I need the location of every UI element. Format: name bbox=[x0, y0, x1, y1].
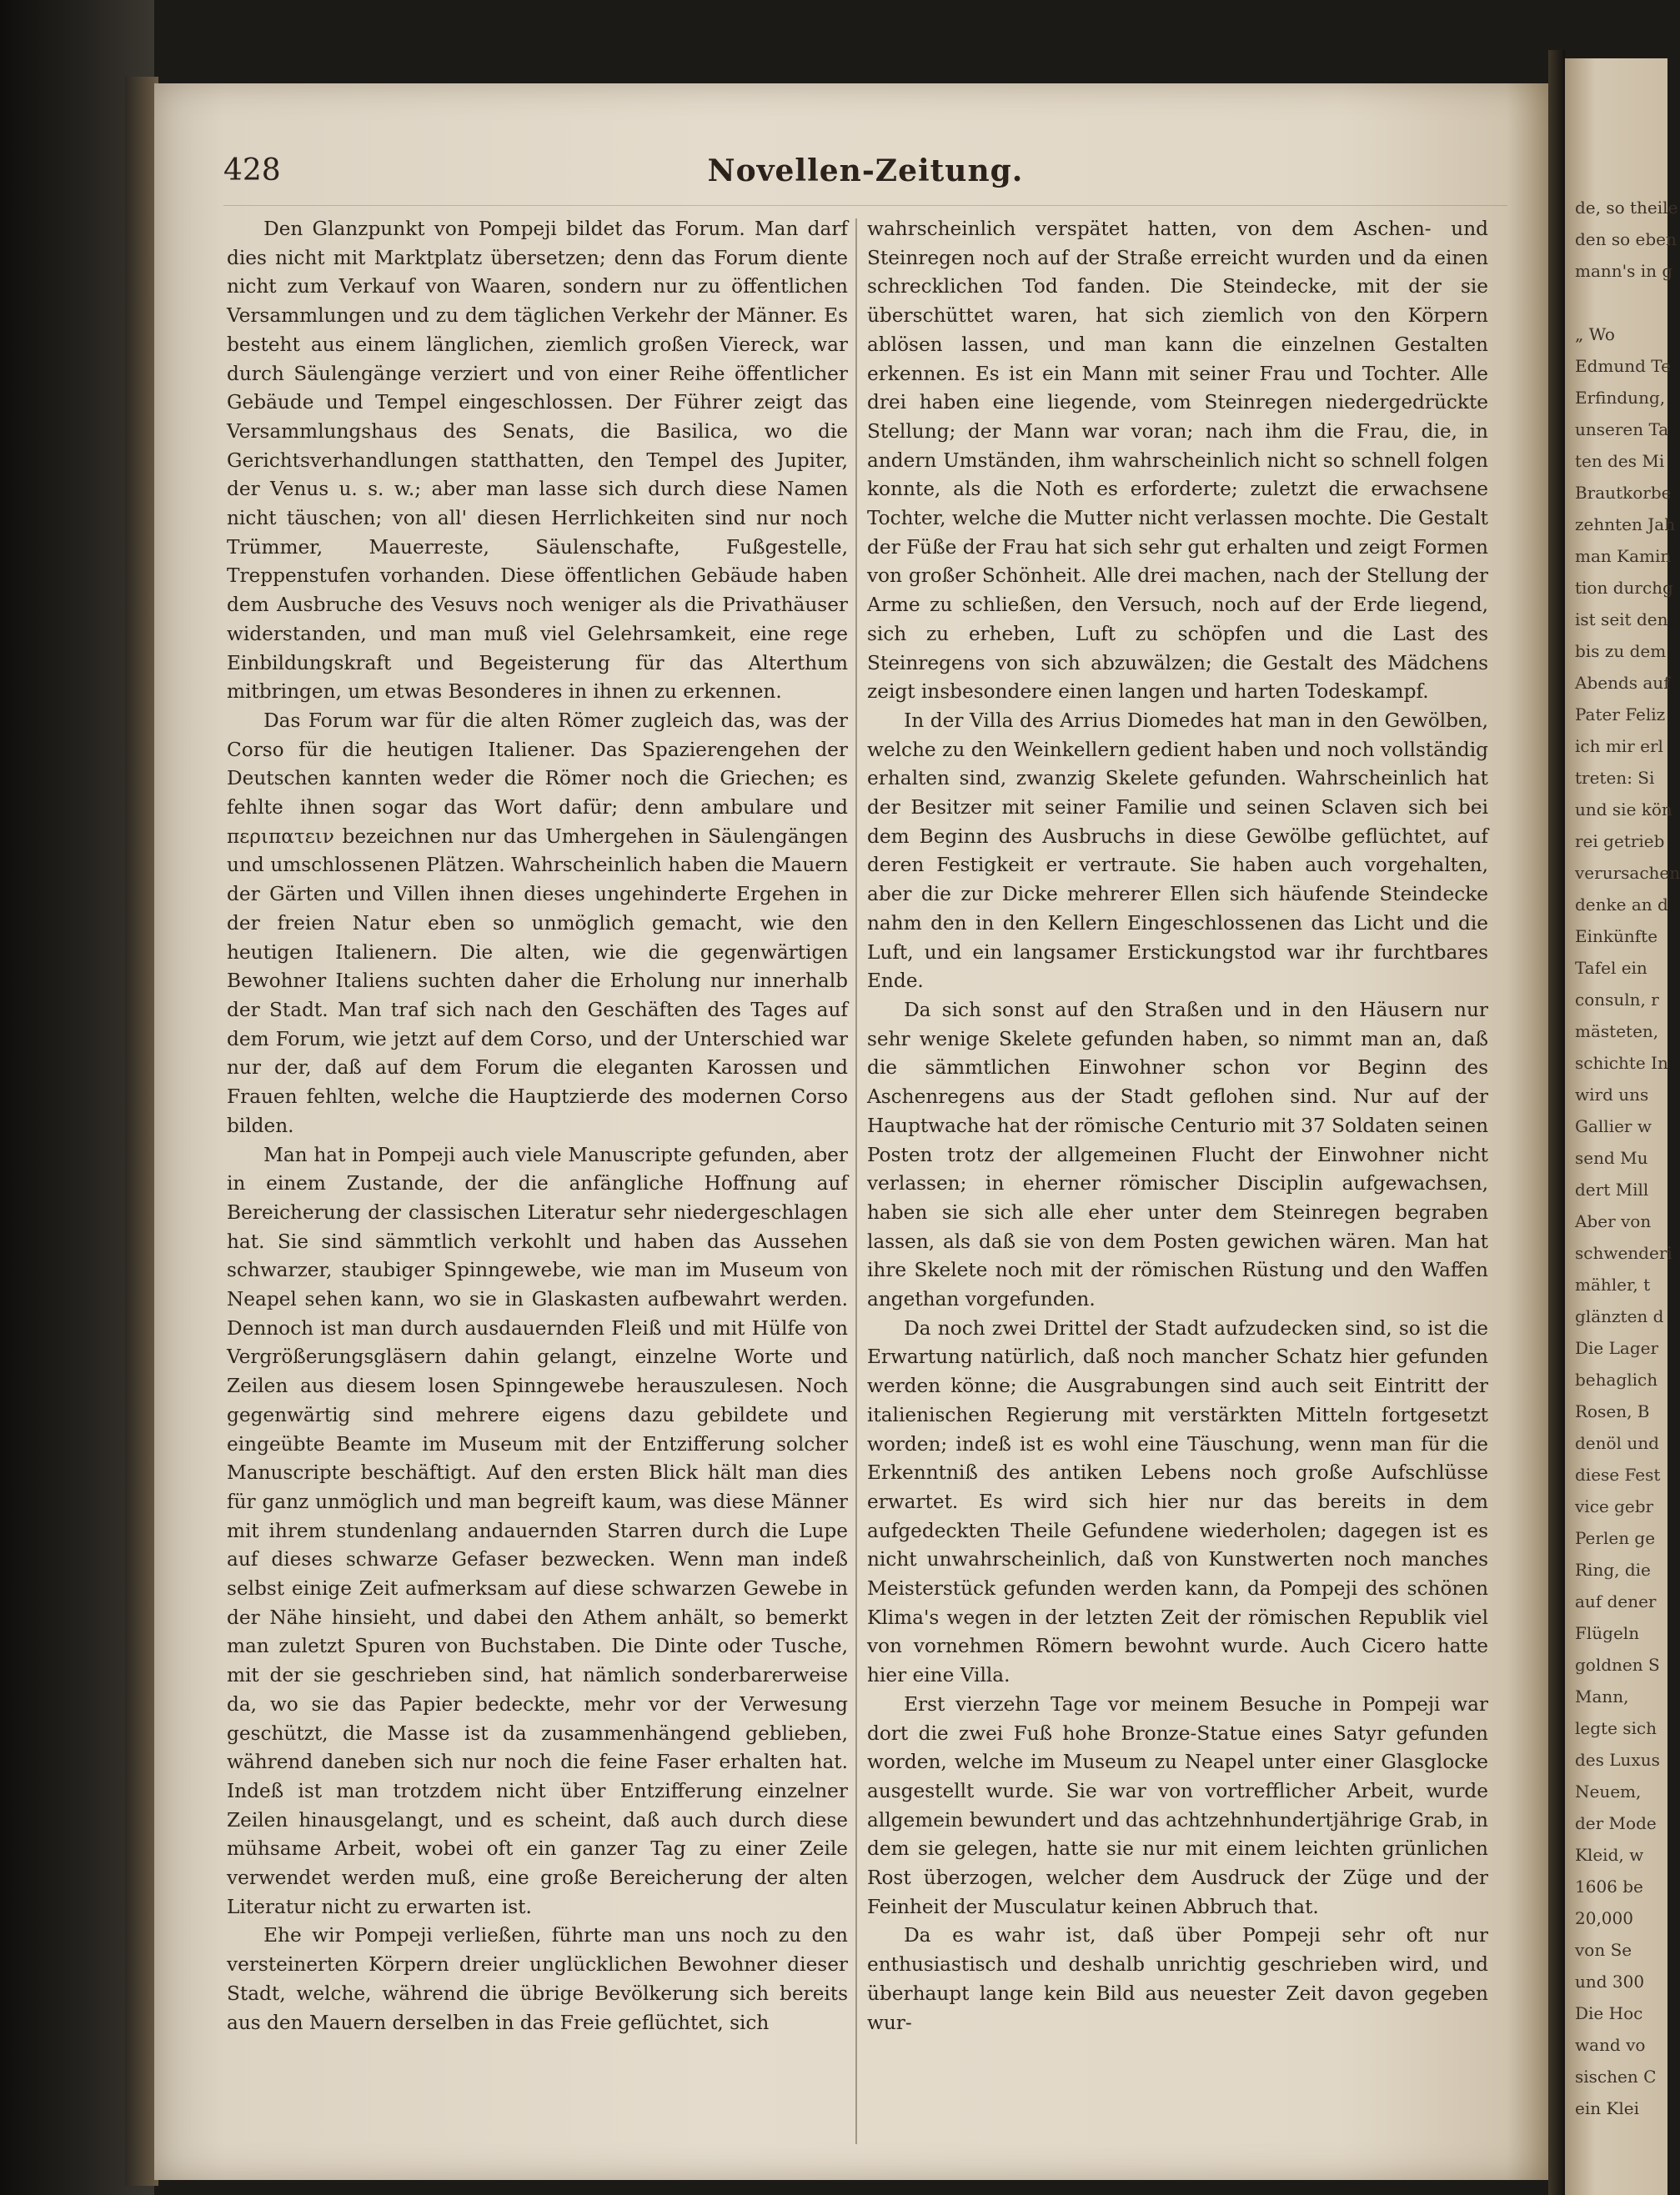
running-title: Novellen-Zeitung. bbox=[707, 153, 1024, 188]
next-page-fragment: Flügeln bbox=[1575, 1623, 1640, 1643]
next-page-fragment: ein Klei bbox=[1575, 2098, 1640, 2118]
next-page-fragment: consuln, r bbox=[1575, 990, 1659, 1010]
next-page-fragment: denöl und bbox=[1575, 1433, 1659, 1453]
next-page-fragment: Tafel ein bbox=[1575, 958, 1647, 978]
next-page-fragment: Gallier w bbox=[1575, 1116, 1652, 1136]
next-page-edge bbox=[1565, 58, 1680, 2195]
next-page-fragment: mähler, t bbox=[1575, 1275, 1651, 1295]
next-page-fragment: Brautkorbe bbox=[1575, 483, 1672, 503]
paragraph: Da noch zwei Drittel der Stadt aufzudecken sind, so ist die Erwartung natürlich, daß noch mancher Schatz hier gefunden werden könne; die Ausgrabungen sind auch seit Eintritt der italienischen Regierung mit verstärkten Mitteln fortgesetzt worden; indeß ist es wohl eine Täuschung, wenn man für die Erkenntniß des antiken Lebens noch große Aufschlüsse erwartet. Es wird sich hier nur das bereits in dem aufgedeckten Theile Gefundene wiederholen; dagegen ist es nicht unwahrscheinlich, daß von Kunstwerten noch manches Meisterstück gefunden werden kann, da Pompeji des schönen Klima's wegen in der letzten Zeit der römischen Republik viel von vornehmen Römern bewohnt wurde. Auch Cicero hatte hier eine Villa. bbox=[867, 1316, 1488, 1687]
next-page-fragment: tion durchg bbox=[1575, 578, 1673, 598]
next-page-fragment: glänzten d bbox=[1575, 1306, 1664, 1326]
next-page-fragment: man Kamin bbox=[1575, 546, 1672, 566]
next-page-fragment: mästeten, bbox=[1575, 1021, 1659, 1041]
next-page-fragment: ich mir erl bbox=[1575, 736, 1663, 756]
next-page-fragment: bis zu dem bbox=[1575, 641, 1667, 661]
next-page-fragment: und 300 bbox=[1575, 1972, 1645, 1992]
next-page-fragment: de, so theile bbox=[1575, 198, 1678, 218]
next-page-fragment: Neuem, bbox=[1575, 1782, 1642, 1802]
next-page-fragment: Die Lager bbox=[1575, 1338, 1659, 1358]
book-edge bbox=[125, 77, 158, 2186]
next-page-fragments bbox=[1565, 58, 1680, 2124]
paragraph: Den Glanzpunkt von Pompeji bildet das Forum. Man darf dies nicht mit Marktplatz übersetzen; denn das Forum diente nicht zum Verkauf von Waaren, sondern nur zu öffentlichen Versammlungen und zu dem täglichen Verkehr der Männer. Es besteht aus einem länglichen, ziemlich großen Viereck, war durch Säulengänge verziert und von einer Reihe öffentlicher Gebäude und Tempel eingeschlossen. Der Führer zeigt das Versammlungshaus des Senats, die Basilica, wo die Gerichtsverhandlungen statthatten, den Tempel des Jupiter, der Venus u. s. w.; aber man lasse sich durch diese Namen nicht täuschen; von all' diesen Herrlichkeiten sind nur noch Trümmer, Mauerreste, Säulenschafte, Fußgestelle, Treppenstufen vorhanden. Diese öffentlichen Gebäude haben dem Ausbruche des Vesuvs noch weniger als die Privathäuser widerstanden, und man muß viel Gelehrsamkeit, eine rege Einbildungskraft und Begeisterung für das Alterthum mitbringen, um etwas Besonderes in ihnen zu erkennen. bbox=[227, 218, 848, 704]
next-page-fragment: Einkünfte bbox=[1575, 926, 1658, 946]
next-page-fragment bbox=[1565, 287, 1667, 318]
next-page-fragment: wand vo bbox=[1575, 2035, 1646, 2055]
book-gutter bbox=[1548, 50, 1565, 2195]
page-header bbox=[223, 153, 1507, 195]
paragraph: Ehe wir Pompeji verließen, führte man uns noch zu den versteinerten Körpern dreier unglücklichen Bewohner dieser Stadt, welche, während die übrige Bevölkerung sich bereits aus den Mauern derselben in das Freie geflüchtet, sich bbox=[227, 1924, 848, 2034]
left-column bbox=[227, 215, 848, 2037]
right-column bbox=[867, 215, 1488, 2037]
paragraph: In der Villa des Arrius Diomedes hat man in den Gewölben, welche zu den Weinkellern gedient haben und noch vollständig erhalten sind, zwanzig Skelete gefunden. Wahrscheinlich hat der Besitzer mit seiner Familie und seinen Sclaven sich bei dem Beginn des Ausbruchs in diese Gewölbe geflüchtet, auf deren Festigkeit er vertraute. Sie haben auch vorgehalten, aber die zur Dicke mehrerer Ellen sich häufende Steindecke nahm den in den Kellern Eingeschlossenen das Licht und die Luft, und ein langsamer Erstickungstod war ihr furchtbares Ende. bbox=[867, 709, 1488, 993]
next-page-fragment: auf dener bbox=[1575, 1591, 1657, 1611]
next-page-fragment: Perlen ge bbox=[1575, 1528, 1656, 1548]
next-page-fragment: mann's in g bbox=[1575, 261, 1673, 281]
next-page-fragment: Erfindung, bbox=[1575, 388, 1666, 408]
next-page-fragment: sischen C bbox=[1575, 2067, 1657, 2087]
next-page-fragment: 20,000 bbox=[1575, 1908, 1633, 1928]
next-page-fragment: der Mode bbox=[1575, 1813, 1657, 1833]
next-page-fragment: Edmund Te bbox=[1575, 356, 1671, 376]
next-page-fragment: schwenderi bbox=[1575, 1243, 1672, 1263]
next-page-fragment: und sie kön bbox=[1575, 799, 1672, 819]
next-page-fragment: ist seit den bbox=[1575, 609, 1668, 629]
next-page-fragment: ten des Mi bbox=[1575, 451, 1665, 471]
next-page-fragment: vice gebr bbox=[1575, 1496, 1654, 1516]
next-page-fragment: Die Hoc bbox=[1575, 2003, 1643, 2023]
header-rule bbox=[223, 205, 1507, 206]
next-page-fragment: rei getrieb bbox=[1575, 831, 1665, 851]
next-page-fragment: treten: Si bbox=[1575, 768, 1655, 788]
next-page-fragment: behaglich bbox=[1575, 1370, 1658, 1390]
next-page-fragment: denke an d bbox=[1575, 895, 1668, 915]
next-page-fragment: den so eben bbox=[1575, 229, 1677, 249]
next-page-fragment: von Se bbox=[1575, 1940, 1632, 1960]
column-divider bbox=[855, 218, 857, 2144]
next-page-fragment: diese Fest bbox=[1575, 1465, 1661, 1485]
paragraph: Erst vierzehn Tage vor meinem Besuche in Pompeji war dort die zwei Fuß hohe Bronze-Statue eines Satyr gefunden worden, welche im Museum zu Neapel unter einer Glasglocke ausgestellt wurde. Sie war von vortrefflicher Arbeit, wurde allgemein bewundert und das achtzehnhundertjährige Grab, in dem sie gelegen, hatte sie nur mit einem leichten grünlichen Rost überzogen, welcher dem Ausdruck der Züge und der Feinheit der Musculatur keinen Abbruch that. bbox=[867, 1692, 1488, 1918]
next-page-fragment: verursachen bbox=[1575, 863, 1680, 883]
next-page-fragment: Aber von bbox=[1575, 1211, 1652, 1231]
next-page-fragment: goldnen S bbox=[1575, 1655, 1660, 1675]
next-page-fragment: Pater Feliz bbox=[1575, 704, 1666, 724]
next-page-fragment: schichte In bbox=[1575, 1053, 1668, 1073]
page-number: 428 bbox=[223, 153, 281, 188]
next-page-fragment: zehnten Jah bbox=[1575, 514, 1676, 534]
next-page-fragment: wird uns bbox=[1575, 1085, 1649, 1105]
next-page-fragment: legte sich bbox=[1575, 1718, 1657, 1738]
paragraph: Man hat in Pompeji auch viele Manuscripte gefunden, aber in einem Zustande, der die anfängliche Hoffnung auf Bereicherung der classischen Literatur sehr niedergeschlagen hat. Sie sind sämmtlich verkohlt und haben das Aussehen schwarzer, staubiger Spinngewebe, wie man im Museum von Neapel sehen kann, wo sie in Glaskasten aufbewahrt werden. Dennoch ist man durch ausdauernden Fleiß und mit Hülfe von Vergrößerungsgläsern dahin gelangt, einzelne Worte und Zeilen aus diesem losen Spinngewebe herauszulesen. Noch gegenwärtig sind mehrere eigens dazu gebildete und eingeübte Beamte im Museum mit der Entzifferung solcher Manuscripte beschäftigt. Auf den ersten Blick hält man dies für ganz unmöglich und man begreift kaum, was diese Männer mit ihrem stundenlang andauernden Starren durch die Lupe auf dieses schwarze Gefaser bezwecken. Wenn man indeß selbst einige Zeit aufmerksam auf diese schwarzen Gewebe in der Nähe hinsieht, und dabei den Athem anhält, so bemerkt man zuletzt Spuren von Buchstaben. Die Dinte oder Tusche, mit der sie geschrieben sind, hat nämlich sonderbarerweise da, wo sie das Papier bedeckte, mehr vor der Verwesung geschützt, die Masse ist da zusammenhängend geblieben, während daneben sich nur noch die feine Faser erhalten hat. Indeß ist man trotzdem nicht über Entzifferung einzelner Zeilen hinausgelangt, und es scheint, daß auch durch diese mühsame Arbeit, wobei oft ein ganzer Tag zu einer Zeile verwendet werden muß, eine große Bereicherung der alten Literatur nicht zu erwarten ist. bbox=[227, 1143, 848, 1918]
next-page-fragment: send Mu bbox=[1575, 1148, 1648, 1168]
next-page-fragment: Abends auf bbox=[1575, 673, 1670, 693]
paragraph: Da sich sonst auf den Straßen und in den Häusern nur sehr wenige Skelete gefunden haben, so nimmt man an, daß die sämmtlichen Einwohner schon vor Beginn des Aschenregens aus der Stadt geflohen sind. Nur auf der Hauptwache hat der römische Centurio mit 37 Soldaten seinen Posten trotz der allgemeinen Flucht der Einwohner nicht verlassen; in eherner römischer Disciplin aufgewachsen, haben sie sich alle eher unter dem Steinregen begraben lassen, als daß sie von dem Posten gewichen wären. Man hat ihre Skelete noch mit der römischen Rüstung und den Waffen angethan vorgefunden. bbox=[867, 998, 1489, 1311]
paragraph: wahrscheinlich verspätet hatten, von dem Aschen- und Steinregen noch auf der Straße erreicht wurden und da einen schrecklichen Tod fanden. Die Steindecke, mit der sie überschüttet waren, hat sich ziemlich von den Körpern ablösen lassen, und man kann die einzelnen Gestalten erkennen. Es ist ein Mann mit seiner Frau und Tochter. Alle drei haben eine liegende, vom Steinregen niedergedrückte Stellung; der Mann war voran; nach ihm die Frau, die, in andern Umständen, ihm wahrscheinlich nicht so schnell folgen konnte, als die Noth es erforderte; zuletzt die erwachsene Tochter, welche die Mutter nicht verlassen mochte. Die Gestalt der Füße der Frau hat sich sehr gut erhalten und zeigt Formen von großer Schönheit. Alle drei machen, nach der Stellung der Arme zu schließen, den Versuch, noch auf der Erde liegend, sich zu erheben, Luft zu schöpfen und die Last des Steinregens von sich abzuwälzen; die Gestalt des Mädchens zeigt insbesondere einen langen und harten Todeskampf. bbox=[867, 218, 1488, 704]
next-page-fragment: Kleid, w bbox=[1575, 1845, 1644, 1865]
paragraph: Das Forum war für die alten Römer zugleich das, was der Corso für die heutigen Italiener. Das Spazierengehen der Deutschen kannten weder die Römer noch die Griechen; es fehlte ihnen sogar das Wort dafür; denn ambulare und περιπατειν bezeichnen nur das Umhergehen in Säulengängen und umschlossenen Plätzen. Wahrscheinlich haben die Mauern der Gärten und Villen ihnen dieses ungehinderte Ergehen in der freien Natur eben so unmöglich gemacht, wie den heutigen Italienern. Die alten, wie die gegenwärtigen Bewohner Italiens suchten daher die Erholung nur innerhalb der Stadt. Man traf sich nach den Geschäften des Tages auf dem Forum, wie jetzt auf dem Corso, und der Unterschied war nur der, daß auf dem Forum die eleganten Karossen und Frauen fehlten, welche die Hauptzierde des modernen Corso bilden. bbox=[227, 709, 848, 1137]
next-page-fragment: dert Mill bbox=[1575, 1180, 1649, 1200]
next-page-fragment: „ Wo bbox=[1575, 324, 1615, 344]
next-page-fragment: Rosen, B bbox=[1575, 1401, 1650, 1421]
next-page-fragment: des Luxus bbox=[1575, 1750, 1660, 1770]
next-page-fragment: unseren Ta bbox=[1575, 419, 1669, 439]
next-page-fragment: 1606 be bbox=[1575, 1877, 1643, 1897]
paragraph: Da es wahr ist, daß über Pompeji sehr oft nur enthusiastisch und deshalb unrichtig geschrieben wird, und überhaupt lange kein Bild aus neuester Zeit davon gegeben wur- bbox=[867, 1924, 1488, 2034]
next-page-fragment: Ring, die bbox=[1575, 1560, 1651, 1580]
next-page-fragment: Mann, bbox=[1575, 1686, 1629, 1706]
